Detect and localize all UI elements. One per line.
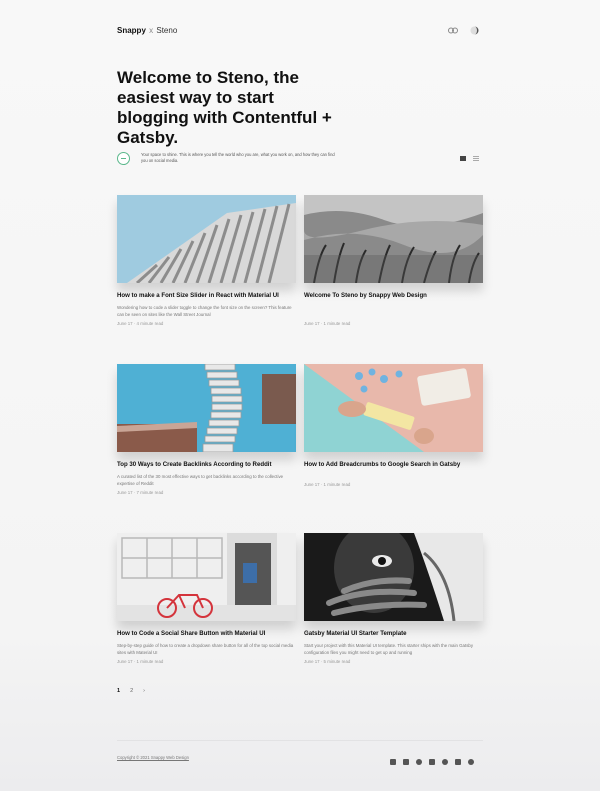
next-page-icon[interactable]: › [143,688,145,694]
header-actions [448,26,479,35]
post-meta: June 17 · 1 minute read [304,482,351,487]
grid-view-icon[interactable] [460,156,466,161]
post-excerpt: A curated list of the 30 most effective ways to get backlinks according to the collective expertise of Reddit [117,474,284,486]
page-title: Welcome to Steno, the easiest way to start blogging with Contentful + Gatsby. [117,68,332,147]
pagination [117,688,145,694]
github-icon[interactable] [416,759,422,765]
post-thumbnail[interactable] [304,195,483,283]
site-header [117,26,483,38]
post-thumbnail[interactable] [304,364,483,452]
post-title[interactable]: Gatsby Material UI Starter Template [304,630,407,637]
post-excerpt: Start your project with this Material UI template. This starter ships with the main Gatsby configuration files you might need to get up and running [304,643,474,655]
link-icon[interactable] [448,27,458,34]
theme-toggle-icon[interactable] [470,26,479,35]
post-card[interactable] [304,195,483,327]
post-card[interactable] [117,533,296,665]
post-title[interactable]: How to make a Font Size Slider in React with Material UI [117,292,279,299]
post-card[interactable] [304,533,483,665]
view-toggle [460,156,479,161]
post-excerpt: Wondering how to code a slider toggle to change the font size on the screen? This feature can be seen on sites like the Wall Street Journal [117,305,292,317]
post-title[interactable]: How to Add Breadcrumbs to Google Search in Gatsby [304,461,461,468]
youtube-icon[interactable] [468,759,474,765]
list-view-icon[interactable] [473,156,479,161]
post-meta: June 17 · 5 minute read [304,659,351,664]
post-excerpt [304,304,483,318]
post-thumbnail[interactable] [304,533,483,621]
post-excerpt [304,473,483,479]
linkedin-icon[interactable] [429,759,435,765]
social-links [390,759,474,765]
post-meta: June 17 · 1 minute read [117,659,164,664]
hero-section [117,68,347,148]
post-thumbnail[interactable] [117,195,296,283]
post-meta: June 17 · 1 minute read [304,321,351,326]
post-title[interactable]: Top 30 Ways to Create Backlinks According to Reddit [117,461,272,468]
facebook-icon[interactable] [403,759,409,765]
instagram-icon[interactable] [390,759,396,765]
post-card[interactable] [117,364,296,496]
post-excerpt: Step-by-step guide of how to create a dropdown share button for all of the top social media sites with Material UI [117,643,294,655]
post-title[interactable]: How to Code a Social Share Button with Material UI [117,630,266,637]
brand-partner: Steno [156,26,178,35]
footer-divider [117,740,483,741]
brand-name: Snappy [117,26,146,35]
reddit-icon[interactable] [442,759,448,765]
brand-separator: x [149,26,154,35]
post-thumbnail[interactable] [117,364,296,452]
page-2-link[interactable]: 2 [130,688,134,694]
post-meta: June 17 · 7 minute read [117,490,164,495]
copyright-link[interactable]: Copyright © 2021 Snappy Web Design [117,755,189,760]
post-card[interactable] [304,364,483,488]
page-1-link[interactable]: 1 [117,688,121,694]
author-bio [117,152,483,166]
avatar [117,152,130,165]
post-card[interactable] [117,195,296,327]
twitter-icon[interactable] [455,759,461,765]
post-title[interactable]: Welcome To Steno by Snappy Web Design [304,292,427,299]
post-meta: June 17 · 4 minute read [117,321,164,326]
bio-text: Your space to shine. This is where you tell the world who you are, what you work on, and how they can find you on social media. [141,152,335,163]
brand-logo[interactable] [117,26,483,35]
post-thumbnail[interactable] [117,533,296,621]
